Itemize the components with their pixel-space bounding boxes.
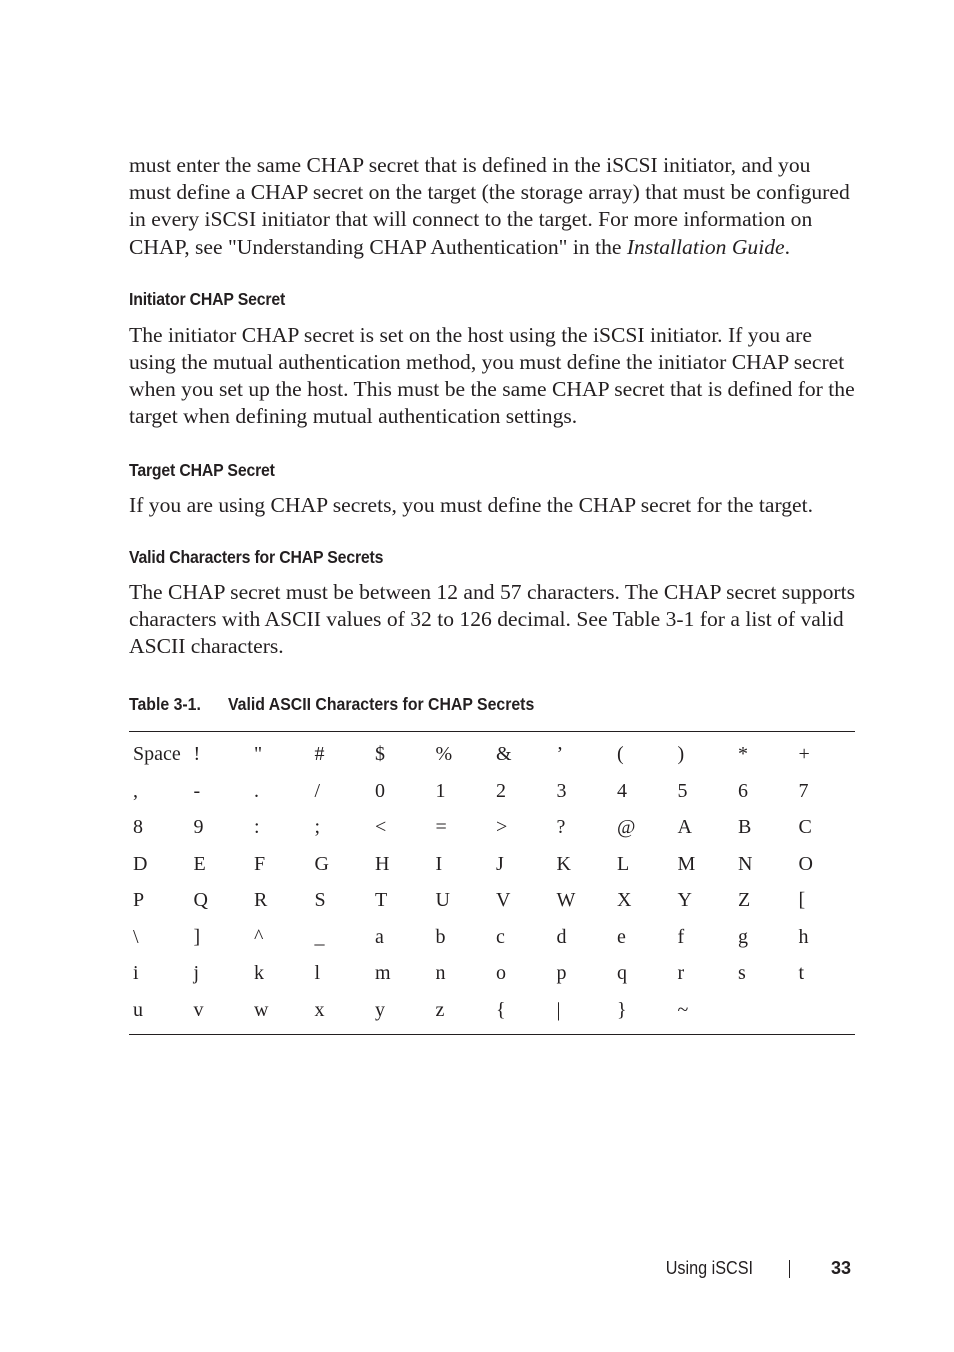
table-cell: Q	[193, 889, 208, 912]
intro-text-end: .	[784, 234, 791, 259]
section-heading-valid-chars: Valid Characters for CHAP Secrets	[129, 546, 384, 567]
table-cell: c	[496, 925, 505, 948]
table-cell: ^	[254, 925, 264, 948]
table-cell: >	[496, 816, 508, 839]
table-cell: \	[133, 925, 139, 948]
table-cell: -	[193, 779, 201, 802]
table-cell: _	[314, 925, 325, 948]
table-cell: @	[617, 816, 636, 839]
page-footer	[0, 1256, 954, 1280]
table-cell: K	[556, 852, 571, 875]
table-cell: m	[375, 962, 391, 985]
table-row	[129, 846, 855, 883]
table-cell: e	[617, 925, 626, 948]
section-text-target: If you are using CHAP secrets, you must define the CHAP secret for the target.	[129, 492, 814, 517]
table-cell: 7	[798, 779, 809, 802]
table-row	[129, 736, 855, 773]
table-cell: :	[254, 816, 260, 839]
table-cell: h	[798, 925, 809, 948]
table-cell: "	[254, 743, 263, 766]
table-row	[129, 882, 855, 919]
table-row	[129, 992, 855, 1029]
table-cell: k	[254, 962, 264, 985]
table-cell: Y	[677, 889, 692, 912]
table-cell: w	[254, 998, 269, 1021]
table-cell: 9	[193, 816, 204, 839]
table-cell: $	[375, 743, 385, 766]
table-cell: {	[496, 998, 506, 1021]
table-cell: s	[738, 962, 746, 985]
table-cell: n	[435, 962, 446, 985]
table-cell: j	[193, 962, 200, 985]
table-cell: M	[677, 852, 696, 875]
table-cell: }	[617, 998, 627, 1021]
table-row	[129, 955, 855, 992]
table-cell: E	[193, 852, 206, 875]
section-heading-target: Target CHAP Secret	[129, 459, 275, 480]
table-cell: g	[738, 925, 748, 948]
table-cell: L	[617, 852, 630, 875]
table-cell: Space	[133, 743, 181, 766]
table-cell: o	[496, 962, 506, 985]
table-cell: B	[738, 816, 752, 839]
table-cell: q	[617, 962, 627, 985]
page-content	[129, 152, 855, 1035]
table-cell: ,	[133, 779, 138, 802]
table-cell: x	[314, 998, 325, 1021]
table-cell: S	[314, 889, 326, 912]
table-cell: +	[798, 743, 810, 766]
table-cell: |	[556, 998, 561, 1021]
table-cell: u	[133, 998, 143, 1021]
table-cell: z	[435, 998, 445, 1021]
section-text-initiator: The initiator CHAP secret is set on the host using the iSCSI initiator. If you are using the mutual authentication method, you must define the initiator CHAP secret when you set up the host. This must be the same CHAP secret that is defined for the target when defining mutual authentication settings.	[129, 322, 855, 429]
table-cell: i	[133, 962, 139, 985]
table-cell: t	[798, 962, 805, 985]
table-cell: 5	[677, 779, 688, 802]
table-cell: D	[133, 852, 148, 875]
table-cell: y	[375, 998, 385, 1021]
table-cell: T	[375, 889, 388, 912]
table-caption	[129, 693, 782, 715]
table-row	[129, 919, 855, 956]
table-cell: l	[314, 962, 321, 985]
table-cell: #	[314, 743, 325, 766]
footer-divider	[789, 1260, 790, 1278]
table-cell: O	[798, 852, 813, 875]
intro-paragraph	[129, 152, 855, 261]
table-cell: <	[375, 816, 387, 839]
table-cell: ]	[193, 925, 201, 948]
table-cell: A	[677, 816, 692, 839]
table-cell: 2	[496, 779, 506, 802]
table-cell: (	[617, 743, 624, 766]
table-cell: &	[496, 743, 512, 766]
table-cell: p	[556, 962, 567, 985]
table-cell: 8	[133, 816, 143, 839]
footer-section-title: Using iSCSI	[665, 1258, 753, 1278]
table-cell: )	[677, 743, 685, 766]
table-cell: 6	[738, 779, 748, 802]
table-cell: v	[193, 998, 204, 1021]
table-cell: 0	[375, 779, 385, 802]
table-cell: V	[496, 889, 511, 912]
page-number: 33	[830, 1258, 851, 1278]
table-cell: a	[375, 925, 384, 948]
table-cell: G	[314, 852, 329, 875]
section-text-valid-chars: The CHAP secret must be between 12 and 57 characters. The CHAP secret supports characters with ASCII values of 32 to 126 decimal. See Table 3-1 for a list of valid ASCII characters.	[129, 579, 855, 659]
table-cell: ?	[556, 816, 566, 839]
intro-guide-title: Installation Guide	[626, 234, 785, 259]
table-row	[129, 773, 855, 810]
table-cell: P	[133, 889, 145, 912]
table-cell: !	[193, 743, 201, 766]
table-cell: ~	[677, 998, 689, 1021]
intro-text: must enter the same CHAP secret that is defined in the iSCSI initiator, and you must define a CHAP secret on the target (the storage array) that must be configured in every iSCSI initiator that will connect to the target. For more information on CHAP, see "Understanding CHAP Authentication" in the	[129, 153, 850, 259]
table-cell: H	[375, 852, 390, 875]
table-cell: F	[254, 852, 266, 875]
ascii-character-table	[129, 731, 855, 1035]
table-cell: 1	[435, 779, 446, 802]
table-cell: ’	[556, 743, 564, 766]
table-cell: r	[677, 962, 685, 985]
table-cell: /	[314, 779, 321, 802]
table-cell: .	[254, 779, 259, 802]
table-cell: R	[254, 889, 268, 912]
table-cell: 4	[617, 779, 627, 802]
table-cell: %	[435, 743, 453, 766]
table-title: Valid ASCII Characters for CHAP Secrets	[228, 694, 535, 715]
table-cell: [	[798, 889, 806, 912]
table-cell: I	[435, 852, 443, 875]
table-row	[129, 809, 855, 846]
table-cell: U	[435, 889, 450, 912]
table-cell: W	[556, 889, 576, 912]
table-cell: d	[556, 925, 567, 948]
table-cell: J	[496, 852, 504, 875]
table-cell: N	[738, 852, 753, 875]
table-cell: X	[617, 889, 632, 912]
table-cell: 3	[556, 779, 567, 802]
section-heading-initiator: Initiator CHAP Secret	[129, 288, 286, 309]
table-cell: Z	[738, 889, 751, 912]
table-cell: ;	[314, 816, 321, 839]
table-cell: f	[677, 925, 685, 948]
table-cell: b	[435, 925, 446, 948]
table-number: Table 3-1.	[129, 694, 201, 715]
table-cell: =	[435, 816, 447, 839]
table-cell: *	[738, 743, 748, 766]
table-cell: C	[798, 816, 812, 839]
